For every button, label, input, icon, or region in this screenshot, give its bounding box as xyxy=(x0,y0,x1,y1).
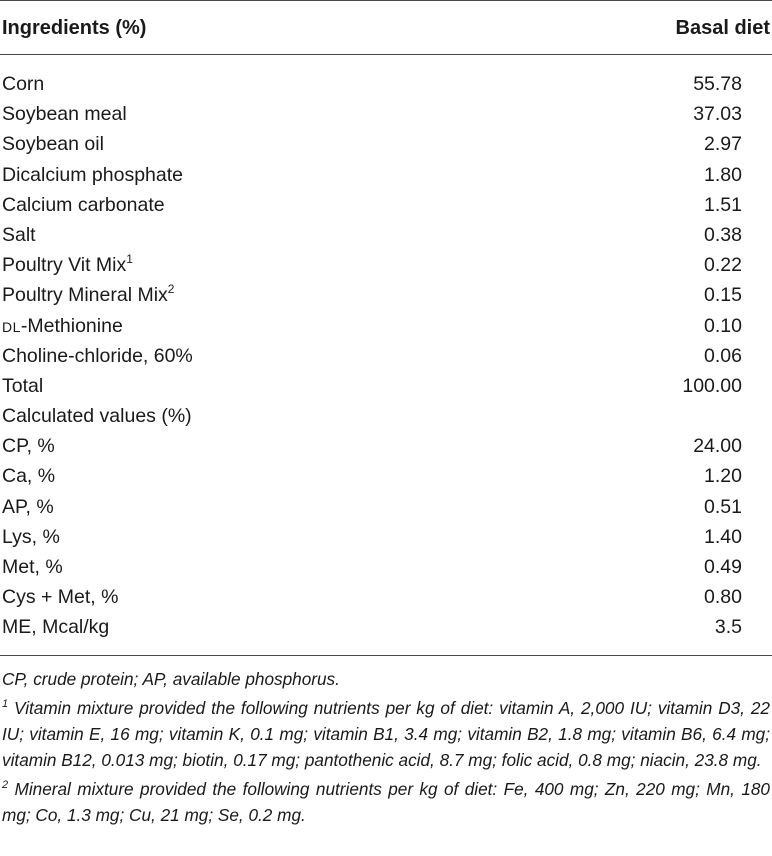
table-footnotes xyxy=(0,656,772,828)
table-row xyxy=(0,523,772,553)
table-body xyxy=(0,55,772,655)
row-label-prefix: DL xyxy=(2,318,21,335)
row-label xyxy=(2,526,60,549)
row-footnote-marker: 2 xyxy=(167,282,175,297)
row-label xyxy=(2,133,104,156)
row-label xyxy=(2,254,133,277)
row-label-text: Choline-chloride, 60% xyxy=(2,344,193,367)
row-label-text: Salt xyxy=(2,223,36,246)
row-label-text: Met, % xyxy=(2,556,63,578)
row-label xyxy=(2,465,55,488)
table-row xyxy=(0,583,772,613)
row-value: 0.80 xyxy=(704,586,742,609)
row-label xyxy=(2,73,44,96)
table-row xyxy=(0,372,772,402)
row-value: 0.22 xyxy=(704,254,742,277)
table-row xyxy=(0,312,772,342)
table-row xyxy=(0,342,772,372)
row-value: 24.00 xyxy=(693,435,742,458)
row-label-text: AP, % xyxy=(2,495,54,518)
row-value: 0.15 xyxy=(704,284,742,307)
row-label xyxy=(2,435,55,458)
row-value: 100.00 xyxy=(682,374,742,397)
row-label xyxy=(2,586,119,609)
row-value: 1.20 xyxy=(704,465,742,488)
row-value: 0.49 xyxy=(704,556,742,578)
row-label-text: Dicalcium phosphate xyxy=(2,163,184,186)
table-row xyxy=(0,191,772,221)
table-row xyxy=(0,402,772,432)
row-label xyxy=(2,405,192,428)
table-row xyxy=(0,221,772,251)
table-row xyxy=(0,553,772,583)
row-label-text: Calcium carbonate xyxy=(2,193,165,216)
row-label-text: -Methionine xyxy=(20,314,123,337)
row-value: 0.38 xyxy=(704,223,742,246)
row-value: 37.03 xyxy=(693,103,742,126)
header-ingredients: Ingredients (%) xyxy=(2,17,147,39)
row-value: 3.5 xyxy=(714,616,742,639)
row-value: 0.06 xyxy=(704,344,742,367)
row-label xyxy=(2,164,183,187)
table-row xyxy=(0,70,772,100)
row-label xyxy=(2,616,109,639)
row-value: 0.51 xyxy=(704,495,742,518)
row-label-text: Soybean oil xyxy=(2,133,104,156)
row-label xyxy=(2,375,43,398)
row-label-text: Corn xyxy=(2,73,45,95)
row-label-text: Cys + Met, % xyxy=(2,586,119,609)
row-label-text: Lys, % xyxy=(2,525,60,548)
row-label-text: Total xyxy=(2,374,44,397)
footnote-2 xyxy=(2,776,770,828)
table-row xyxy=(0,462,772,492)
footnote-1-marker: 1 xyxy=(2,697,9,710)
header-basal-diet: Basal diet xyxy=(675,17,770,39)
row-label xyxy=(2,496,54,519)
row-label xyxy=(2,194,165,217)
row-label xyxy=(2,103,127,126)
table-header-row xyxy=(0,1,772,54)
footnote-2-text: Mineral mixture provided the following nutrients per kg of diet: Fe, 400 mg; Zn, 220 mg; Mn, 180 mg; Co, 1.3 mg; Cu, 21 mg; Se, 0.2 mg. xyxy=(2,778,770,825)
row-value: 1.40 xyxy=(704,525,742,548)
table-row xyxy=(0,251,772,281)
row-label xyxy=(2,315,123,338)
footnote-1-text: Vitamin mixture provided the following nutrients per kg of diet: vitamin A, 2,000 IU; vitamin D3, 22 IU; vitamin E, 16 mg; vitamin K, 0.1 mg; vitamin B1, 3.4 mg; vitamin B2, 1.8 mg; vitamin B6, 6.4 mg; vitamin B12, 0.013 mg; biotin, 0.17 mg; pantothenic acid, 8.7 mg; folic acid, 0.8 mg; niacin, 23.8 mg. xyxy=(2,697,770,770)
table-row xyxy=(0,161,772,191)
row-label-text: ME, Mcal/kg xyxy=(2,616,110,639)
row-value: 1.80 xyxy=(704,163,742,186)
row-label xyxy=(2,556,63,579)
row-label-text: Poultry Mineral Mix xyxy=(2,284,168,307)
row-value: 2.97 xyxy=(704,133,742,156)
table-row xyxy=(0,493,772,523)
table-row xyxy=(0,613,772,643)
row-label-text: Poultry Vit Mix xyxy=(2,254,127,277)
row-label xyxy=(2,224,36,247)
footnote-2-marker: 2 xyxy=(2,778,9,791)
row-label-text: Calculated values (%) xyxy=(2,405,192,428)
table-row xyxy=(0,432,772,462)
row-label xyxy=(2,284,174,307)
table-row xyxy=(0,130,772,160)
row-value: 55.78 xyxy=(693,73,742,95)
row-label-text: Ca, % xyxy=(2,465,56,488)
row-label-text: CP, % xyxy=(2,435,55,458)
row-label xyxy=(2,345,193,368)
row-label-text: Soybean meal xyxy=(2,103,127,126)
row-footnote-marker: 1 xyxy=(126,252,133,267)
row-value: 0.10 xyxy=(704,314,742,337)
row-value: 1.51 xyxy=(704,193,742,216)
table-row xyxy=(0,100,772,130)
footnote-1 xyxy=(2,695,770,773)
table-row xyxy=(0,281,772,311)
footnote-abbreviations: CP, crude protein; AP, available phosphorus. xyxy=(2,668,340,689)
